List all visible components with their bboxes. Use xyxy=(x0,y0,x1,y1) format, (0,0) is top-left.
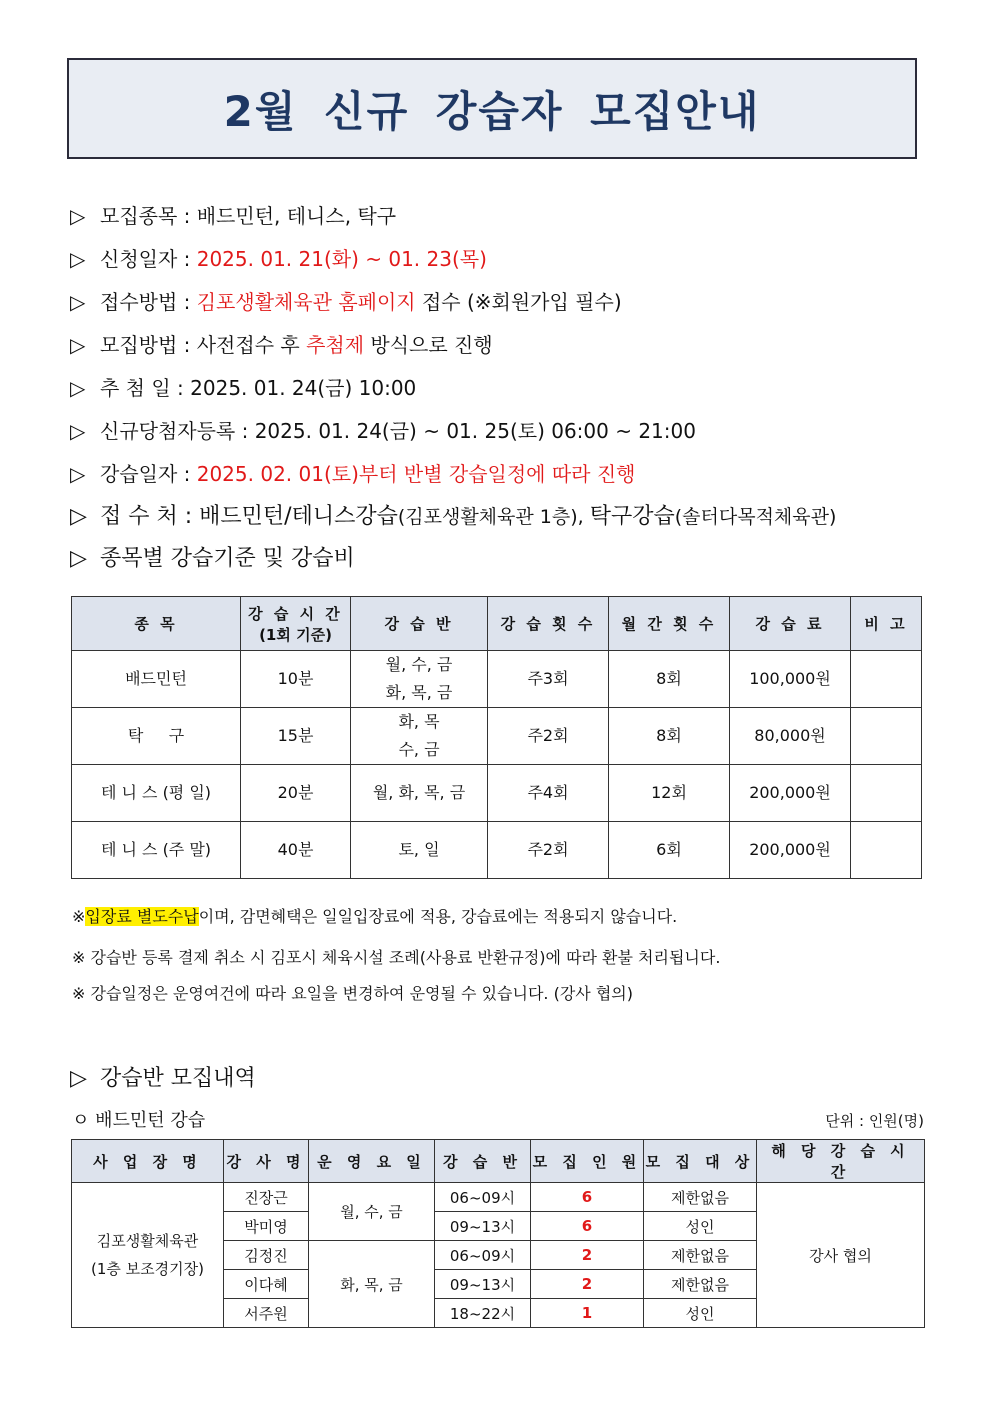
time-note-cell: 강사 협의 xyxy=(757,1183,925,1328)
header-fee: 강 습 료 xyxy=(730,597,851,651)
class-table xyxy=(71,1139,925,1328)
title-banner xyxy=(67,58,917,159)
triangle-bullet-icon: ▷ xyxy=(70,204,86,228)
table-row: 탁 구 15분 화, 목 수, 금 주2회 8회 80,000원 xyxy=(72,708,922,765)
triangle-bullet-icon: ▷ xyxy=(70,290,86,314)
info-item-apply-date: ▷ 신청일자 : 2025. 01. 21(화) ~ 01. 23(목) xyxy=(70,247,487,271)
table-row: 테 니 스 (주 말) 40분 토, 일 주2회 6회 200,000원 xyxy=(72,822,922,879)
triangle-bullet-icon: ▷ xyxy=(70,1066,87,1091)
header-monthly: 월 간 횟 수 xyxy=(609,597,730,651)
badminton-subheading: ㅇ 배드민턴 강습 xyxy=(72,1110,206,1131)
table-row: 김정진 화, 목, 금 06~09시 2 제한없음 xyxy=(72,1241,925,1270)
section-heading-classes: ▷ 강습반 모집내역 xyxy=(70,1066,256,1091)
venue-cell: 김포생활체육관 (1층 보조경기장) xyxy=(72,1183,224,1328)
triangle-bullet-icon: ▷ xyxy=(70,419,86,443)
header-time: 강 습 시 간 (1회 기준) xyxy=(241,597,351,651)
triangle-bullet-icon: ▷ xyxy=(70,247,86,271)
triangle-bullet-icon: ▷ xyxy=(70,504,87,529)
header-sport: 종 목 xyxy=(72,597,241,651)
table-row: 김포생활체육관 (1층 보조경기장) 진장근 월, 수, 금 06~09시 6 제한없음 강사 협의 xyxy=(72,1183,925,1212)
table-row: 배드민턴 10분 월, 수, 금 화, 목, 금 주3회 8회 100,000원 xyxy=(72,651,922,708)
info-item-draw-date: ▷ 추 첨 일 : 2025. 01. 24(금) 10:00 xyxy=(70,376,417,400)
triangle-bullet-icon: ▷ xyxy=(70,462,86,486)
table-row: 박미영 09~13시 6 성인 xyxy=(72,1212,925,1241)
info-item-reception: ▷ 접 수 처 : 배드민턴/테니스강습(김포생활체육관 1층), 탁구강습(솔터다목적체육관) xyxy=(70,504,837,529)
table-row: 이다혜 09~13시 2 제한없음 xyxy=(72,1270,925,1299)
class-table-header: 사 업 장 명 강 사 명 운 영 요 일 강 습 반 모 집 인 원 모 집 대 상 해 당 강 습 시 간 xyxy=(72,1140,925,1183)
info-item-selection: ▷ 모집방법 : 사전접수 후 추첨제 방식으로 진행 xyxy=(70,333,493,357)
header-class: 강 습 반 xyxy=(351,597,488,651)
info-item-registration: ▷ 신규당첨자등록 : 2025. 01. 24(금) ~ 01. 25(토) 06:00 ~ 21:00 xyxy=(70,419,696,443)
section-heading-fees: ▷ 종목별 강습기준 및 강습비 xyxy=(70,546,355,571)
triangle-bullet-icon: ▷ xyxy=(70,333,86,357)
fee-table-header xyxy=(72,597,922,651)
page-title: 2월 신규 강습자 모집안내 xyxy=(223,86,761,136)
info-item-class-date: ▷ 강습일자 : 2025. 02. 01(토)부터 반별 강습일정에 따라 진행 xyxy=(70,462,636,486)
unit-label: 단위 : 인원(명) xyxy=(825,1112,924,1130)
note-refund: ※ 강습반 등록 결제 취소 시 김포시 체육시설 조례(사용료 반환규정)에 따라 환불 처리됩니다. xyxy=(72,948,721,967)
header-weekly: 강 습 횟 수 xyxy=(488,597,609,651)
note-entry-fee: ※입장료 별도수납이며, 감면혜택은 일일입장료에 적용, 강습료에는 적용되지 않습니다. xyxy=(72,907,678,926)
header-note: 비 고 xyxy=(851,597,922,651)
table-row: 서주원 18~22시 1 성인 xyxy=(72,1299,925,1328)
info-item-sports: ▷ 모집종목 : 배드민턴, 테니스, 탁구 xyxy=(70,204,397,228)
note-schedule: ※ 강습일정은 운영여건에 따라 요일을 변경하여 운영될 수 있습니다. (강사 협의) xyxy=(72,984,633,1003)
table-row: 테 니 스 (평 일) 20분 월, 화, 목, 금 주4회 12회 200,000원 xyxy=(72,765,922,822)
info-item-method: ▷ 접수방법 : 김포생활체육관 홈페이지 접수 (※회원가입 필수) xyxy=(70,290,622,314)
triangle-bullet-icon: ▷ xyxy=(70,546,87,571)
fee-table xyxy=(71,596,922,879)
triangle-bullet-icon: ▷ xyxy=(70,376,86,400)
